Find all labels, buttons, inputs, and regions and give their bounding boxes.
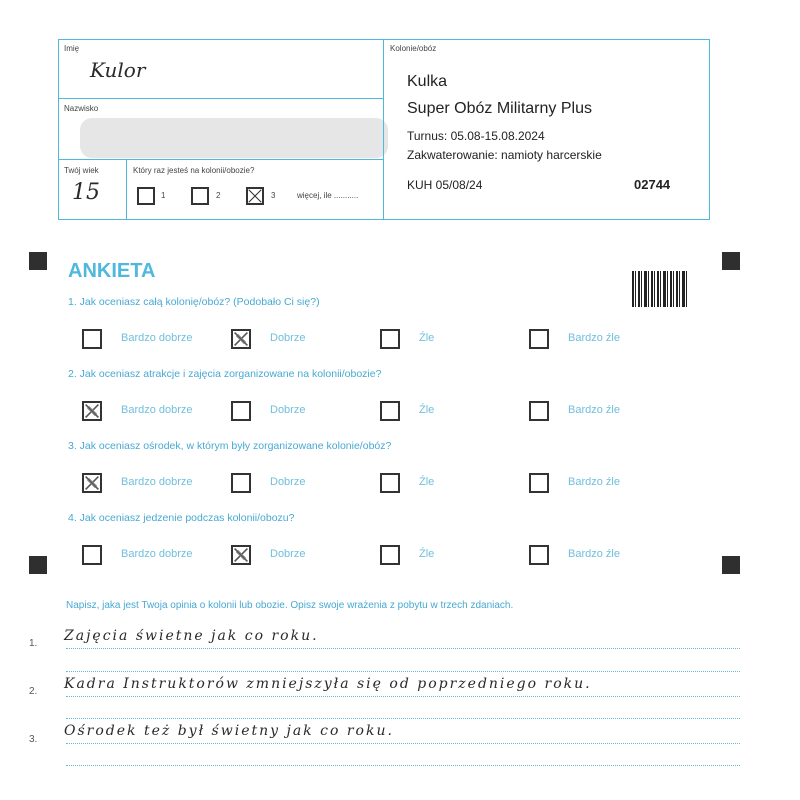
question-3-option-1-label: Bardzo dobrze [121, 476, 193, 488]
cross-mark-icon [233, 547, 249, 563]
question-1-option-1-checkbox[interactable] [82, 329, 102, 349]
cross-mark-icon [233, 331, 249, 347]
question-4-option-2-checkbox[interactable] [231, 545, 251, 565]
answer-line [66, 765, 740, 766]
turnus: Turnus: 05.08-15.08.2024 [407, 129, 545, 143]
question-2-option-2-label: Dobrze [270, 404, 306, 416]
redaction-whiteout [162, 60, 270, 98]
cross-mark-icon [84, 403, 100, 419]
zakwaterowanie: Zakwaterowanie: namioty harcerskie [407, 148, 602, 162]
question-1-text: 1. Jak oceniasz całą kolonię/obóz? (Podobało Ci się?) [68, 296, 320, 308]
answer-line [66, 718, 740, 719]
form-number: 02744 [634, 177, 671, 192]
question-3-option-1-checkbox[interactable] [82, 473, 102, 493]
question-1-option-4-checkbox[interactable] [529, 329, 549, 349]
question-1-option-2-label: Dobrze [270, 332, 306, 344]
question-4-option-4-checkbox[interactable] [529, 545, 549, 565]
camp-name: Kulka [407, 73, 448, 90]
question-3-option-3-checkbox[interactable] [380, 473, 400, 493]
line-number: 1. [29, 638, 38, 649]
cross-mark-icon [84, 475, 100, 491]
answer-line [66, 648, 740, 649]
question-3-option-2-label: Dobrze [270, 476, 306, 488]
question-1-option-2-checkbox[interactable] [231, 329, 251, 349]
question-3-text: 3. Jak oceniasz ośrodek, w którym były zorganizowane kolonie/obóz? [68, 440, 392, 452]
question-2-option-4-label: Bardzo źle [568, 404, 620, 416]
question-1-option-3-checkbox[interactable] [380, 329, 400, 349]
question-1-option-4-label: Bardzo źle [568, 332, 620, 344]
wiek-value[interactable]: 15 [72, 180, 100, 205]
question-4-option-1-label: Bardzo dobrze [121, 548, 193, 560]
ktory-option-1-label: 1 [161, 191, 166, 200]
wiecej-label: więcej, ile ........... [297, 191, 359, 200]
question-2-option-4-checkbox[interactable] [529, 401, 549, 421]
camp-code: KUH 05/08/24 [407, 178, 483, 192]
ktory-option-1-checkbox[interactable] [137, 187, 155, 205]
question-2-option-2-checkbox[interactable] [231, 401, 251, 421]
question-3-option-4-checkbox[interactable] [529, 473, 549, 493]
survey-title: ANKIETA [68, 260, 156, 282]
question-1-option-3-label: Źle [419, 332, 435, 344]
ktory-label: Który raz jesteś na kolonii/obozie? [133, 166, 255, 175]
imie-label: Imię [64, 44, 80, 53]
nazwisko-label: Nazwisko [64, 104, 99, 113]
answer-line [66, 743, 740, 744]
question-4-option-4-label: Bardzo źle [568, 548, 620, 560]
nazwisko-redacted [80, 118, 388, 158]
question-1-option-1-label: Bardzo dobrze [121, 332, 193, 344]
cross-mark-icon [248, 189, 262, 203]
barcode-icon [632, 271, 688, 307]
line-number: 3. [29, 734, 38, 745]
imie-value[interactable]: Kulor [90, 58, 146, 82]
opinion-line-2[interactable]: Kadra Instruktorów zmniejszyła się od poprzedniego roku. [64, 676, 592, 692]
divider [126, 159, 127, 219]
registration-marker [722, 556, 740, 574]
question-2-option-3-checkbox[interactable] [380, 401, 400, 421]
line-number: 2. [29, 686, 38, 697]
question-4-option-3-checkbox[interactable] [380, 545, 400, 565]
camp-program: Super Obóz Militarny Plus [407, 100, 592, 117]
question-3-option-3-label: Źle [419, 476, 435, 488]
wiek-label: Twój wiek [64, 166, 99, 175]
divider [58, 159, 383, 160]
answer-line [66, 671, 740, 672]
kolonie-label: Kolonie/obóz [390, 44, 437, 53]
ktory-option-3-checkbox[interactable] [246, 187, 264, 205]
question-2-option-3-label: Źle [419, 404, 435, 416]
registration-marker [29, 252, 47, 270]
question-4-option-3-label: Źle [419, 548, 435, 560]
question-4-option-1-checkbox[interactable] [82, 545, 102, 565]
opinion-prompt: Napisz, jaka jest Twoja opinia o kolonii lub obozie. Opisz swoje wrażenia z pobytu w trzech zdaniach. [66, 600, 514, 611]
question-3-option-2-checkbox[interactable] [231, 473, 251, 493]
opinion-line-3[interactable]: Ośrodek też był świetny jak co roku. [64, 723, 394, 739]
opinion-line-1[interactable]: Zajęcia świetne jak co roku. [64, 628, 319, 644]
question-3-option-4-label: Bardzo źle [568, 476, 620, 488]
registration-marker [29, 556, 47, 574]
question-4-text: 4. Jak oceniasz jedzenie podczas kolonii/obozu? [68, 512, 295, 524]
question-2-option-1-checkbox[interactable] [82, 401, 102, 421]
question-4-option-2-label: Dobrze [270, 548, 306, 560]
question-2-option-1-label: Bardzo dobrze [121, 404, 193, 416]
registration-marker [722, 252, 740, 270]
answer-line [66, 696, 740, 697]
question-2-text: 2. Jak oceniasz atrakcje i zajęcia zorganizowane na kolonii/obozie? [68, 368, 382, 380]
ktory-option-2-label: 2 [216, 191, 221, 200]
divider [58, 98, 383, 99]
ktory-option-3-label: 3 [271, 191, 276, 200]
ktory-option-2-checkbox[interactable] [191, 187, 209, 205]
